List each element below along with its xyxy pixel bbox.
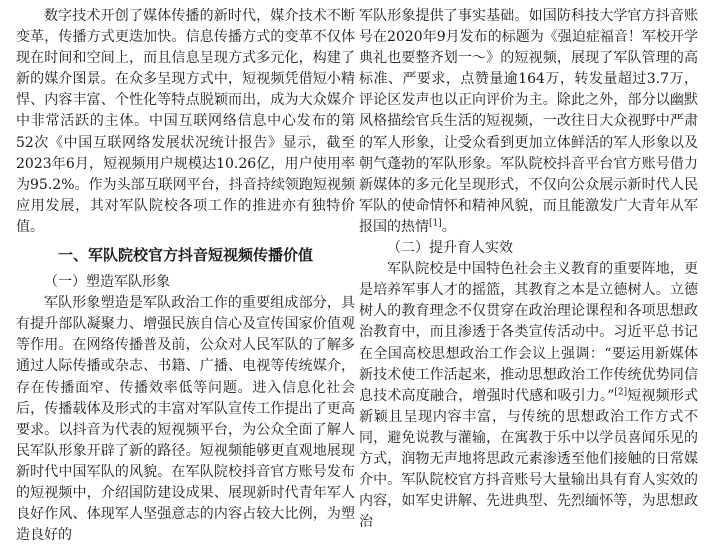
paragraph-text: 。 (441, 218, 456, 235)
left-column (16, 6, 355, 546)
paragraph-text: 军队院校是中国特色社会主义教育的重要阵地，更是培养军事人才的摇篮，其教育之本是立德树人。立德树人的教育理念不仅贯穿在政治理论课程和各项思想政治教育中，而且渗透于各类宣传活动中。习近平总书记在全国高校思想政治工作会议上强调：“要运用新媒体新技术使工作活起来，推动思想政治工作传统优势同信息技术高度融合，增强时代感和吸引力。” (359, 261, 698, 404)
reference-marker: [1] (429, 218, 442, 229)
education-paragraph (359, 259, 698, 533)
subsection-heading-military-image: （一）塑造军队形象 (44, 274, 170, 291)
paragraph-text: 短视频形式新颖且呈现内容丰富，与传统的思想政治工作方式不同，避免说教与灌输，在寓教于乐中以学员喜闻乐见的方式，润物无声地将思政元素渗透至他们接触的日常媒介中。军队院校官方抖音账号大量输出具有育人实效的内容，如军史讲解、先进典型、先烈缅怀等，为思想政治 (359, 387, 699, 531)
subsection-heading-education: （二）提升育人实效 (387, 240, 513, 257)
reference-marker: [2] (614, 387, 628, 398)
military-image-paragraph-continued (359, 6, 698, 238)
military-image-paragraph: 军队形象塑造是军队政治工作的重要组成部分，具有提升部队凝聚力、增强民族自信心及宣传国家价值观等作用。在网络传播普及前，公众对人民军队的了解多通过人际传播或杂志、书籍、广播、电视等传统媒介，存在传播面窄、传播效率低等问题。进入信息化社会后，传播载体及形式的丰富对军队宣传工作提出了更高要求。以抖音为代表的短视频平台，为公众全面了解人民军队形象开辟了新的路径。短视频能够更直观地展现新时代中国军队的风貌。在军队院校抖音官方账号发布的短视频中，介绍国防建设成果、展现新时代青年军人良好作风、体现军人坚强意志的内容占较大比例，为塑造良好的 (16, 295, 355, 544)
paragraph-text: 军队形象提供了事实基础。如国防科技大学官方抖音账号在2020年9月发布的标题为《强迫症福音！军校开学典礼也要整齐划一～》的短视频，展现了军队管理的高标准、严要求，点赞量逾164万，转发量超过3.7万，评论区发声也以正向评价为主。除此之外，部分以幽默风格描绘官兵生活的短视频，一改往日大众视野中严肃的军人形象，让受众看到更加立体鲜活的军人形象以及朝气蓬勃的军队形象。军队院校抖音平台官方账号借力新媒体的多元化呈现形式，不仅向公众展示新时代人民军队的使命情怀和精神风貌，而且能激发广大青年从军报国的热情 (359, 8, 698, 235)
right-column (359, 6, 698, 533)
intro-paragraph: 数字技术开创了媒体传播的新时代，媒介技术不断变革，传播方式更迭加快。信息传播方式的变革不仅体现在时间和空间上，而且信息呈现方式多元化，构建了新的媒介图景。在众多呈现方式中，短视频凭借短小精悍、内容丰富、个性化等特点脱颖而出，成为大众媒介中非常活跃的主体。中国互联网络信息中心发布的第52次《中国互联网络发展状况统计报告》显示，截至2023年6月，短视频用户规模达10.26亿，用户使用率为95.2%。作为头部互联网平台，抖音持续领跑短视频应用发展，其对军队院校各项工作的推进亦有独特价值。 (16, 8, 355, 235)
section-heading: 一、军队院校官方抖音短视频传播价值 (57, 246, 313, 265)
